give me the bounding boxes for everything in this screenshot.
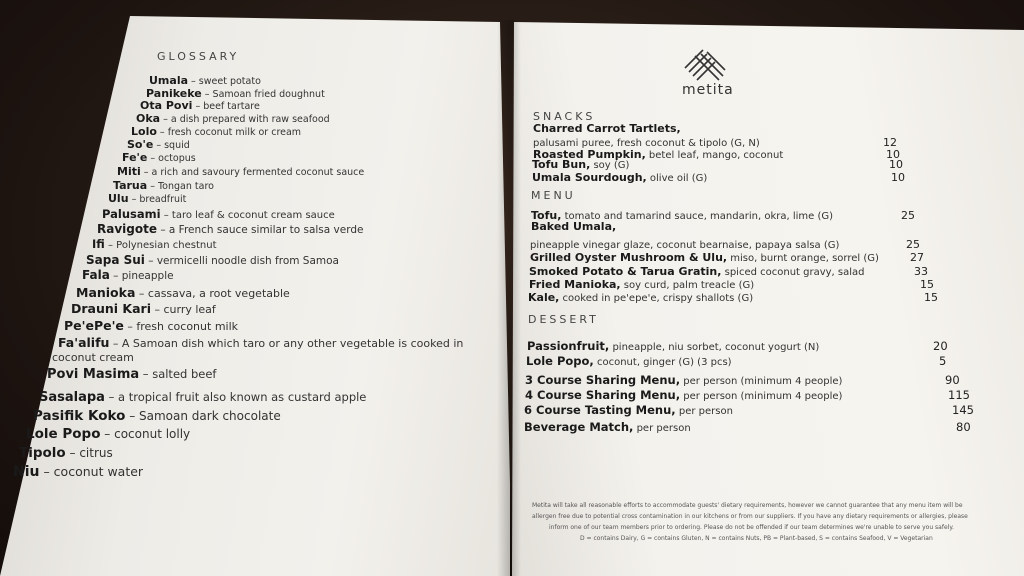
item-description: per person bbox=[633, 423, 691, 434]
item-price: 27 bbox=[910, 251, 924, 264]
menu-item bbox=[531, 220, 616, 233]
glossary-item bbox=[108, 192, 186, 205]
glossary-definition: – Polynesian chestnut bbox=[104, 240, 217, 251]
glossary-term: Umala bbox=[149, 74, 189, 87]
footer-line: D = contains Dairy, G = contains Gluten, N = contains Nuts, PB = Plant-based, S = contains Seafood, V = Vegetarian bbox=[580, 535, 933, 542]
item-description: soy curd, palm treacle (G) bbox=[620, 280, 755, 291]
glossary-definition: – curry leaf bbox=[150, 303, 216, 316]
sets-item bbox=[525, 373, 842, 387]
snacks-item bbox=[532, 171, 707, 184]
item-price: 20 bbox=[933, 339, 948, 353]
item-price: 5 bbox=[939, 354, 947, 368]
item-description: spiced coconut gravy, salad bbox=[721, 267, 865, 278]
item-price: 33 bbox=[914, 265, 928, 278]
glossary-term: Fala bbox=[82, 268, 110, 282]
glossary-term: Oka bbox=[136, 112, 161, 125]
item-name: Tofu, bbox=[531, 209, 562, 222]
glossary-term: Panikeke bbox=[146, 87, 202, 100]
glossary-definition: – sweet potato bbox=[188, 76, 261, 87]
glossary-term: So'e bbox=[127, 138, 154, 151]
glossary-definition: – octopus bbox=[147, 153, 196, 164]
glossary-term: Niu bbox=[13, 464, 40, 480]
glossary-definition: – vermicelli noodle dish from Samoa bbox=[144, 255, 339, 267]
glossary-definition: – salted beef bbox=[139, 367, 217, 381]
item-name: Passionfruit, bbox=[527, 339, 610, 353]
item-name: Roasted Pumpkin, bbox=[533, 148, 646, 161]
dessert-heading: DESSERT bbox=[528, 313, 599, 326]
item-description: pineapple vinegar glaze, coconut bearnaise, papaya salsa (G) bbox=[530, 240, 840, 251]
glossary-term: Ota Povi bbox=[140, 99, 193, 112]
glossary-item bbox=[71, 301, 216, 316]
glossary-definition: – A Samoan dish which taro or any other vegetable is cooked in bbox=[109, 337, 464, 350]
item-name: Umala Sourdough, bbox=[532, 171, 647, 184]
menu-item bbox=[530, 251, 879, 264]
glossary-item bbox=[58, 335, 463, 350]
item-description: per person (minimum 4 people) bbox=[680, 376, 843, 387]
glossary-term: Palusami bbox=[102, 207, 161, 221]
item-description: coconut, ginger (G) (3 pcs) bbox=[593, 357, 732, 368]
item-price: 25 bbox=[906, 238, 920, 251]
glossary-definition: – Tongan taro bbox=[147, 181, 214, 192]
item-description: soy (G) bbox=[590, 160, 630, 171]
glossary-item bbox=[117, 165, 364, 178]
sets-item bbox=[524, 420, 691, 434]
glossary-definition: – squid bbox=[153, 140, 190, 151]
item-price: 15 bbox=[920, 278, 934, 291]
item-price: 115 bbox=[948, 388, 970, 402]
glossary-item bbox=[82, 268, 174, 282]
item-name: Smoked Potato & Tarua Gratin, bbox=[529, 265, 722, 278]
item-name: Fried Manioka, bbox=[529, 278, 621, 291]
snacks-heading: SNACKS bbox=[533, 110, 596, 123]
item-name: Beverage Match, bbox=[524, 420, 634, 434]
brand-name: metita bbox=[682, 82, 734, 98]
glossary-item bbox=[140, 99, 260, 112]
item-description: betel leaf, mango, coconut bbox=[645, 150, 784, 161]
glossary-item bbox=[47, 367, 216, 382]
glossary-term: Tarua bbox=[113, 179, 148, 192]
glossary-heading: GLOSSARY bbox=[157, 50, 240, 63]
item-price: 145 bbox=[952, 403, 974, 417]
glossary-term: Lole Popo bbox=[26, 426, 101, 442]
glossary-definition-continuation: coconut cream bbox=[52, 351, 134, 364]
glossary-item bbox=[136, 112, 330, 125]
glossary-definition: – pineapple bbox=[109, 270, 174, 282]
menu-spine bbox=[497, 20, 521, 576]
glossary-definition: – a tropical fruit also known as custard apple bbox=[104, 390, 367, 404]
glossary-item bbox=[149, 74, 261, 87]
glossary-term: Pe'ePe'e bbox=[64, 318, 124, 333]
glossary-item bbox=[97, 222, 363, 236]
glossary-definition: – breadfruit bbox=[128, 194, 187, 205]
snacks-item bbox=[533, 122, 681, 135]
item-price: 10 bbox=[889, 158, 903, 171]
item-price: 12 bbox=[883, 136, 897, 149]
glossary-term: Sasalapa bbox=[39, 390, 105, 405]
glossary-item bbox=[86, 253, 339, 267]
glossary-item bbox=[127, 138, 190, 151]
glossary-definition: – a rich and savoury fermented coconut sauce bbox=[140, 167, 365, 178]
glossary-item bbox=[13, 464, 143, 480]
metita-logo-icon bbox=[683, 48, 727, 82]
item-name: Charred Carrot Tartlets, bbox=[533, 122, 681, 135]
footer-line: Metita will take all reasonable efforts to accommodate guests' dietary requirements, however we cannot guarantee that any menu item will be bbox=[532, 502, 963, 509]
glossary-definition: – beef tartare bbox=[192, 101, 260, 112]
item-description: palusami puree, fresh coconut & tipolo (G, N) bbox=[533, 138, 760, 149]
glossary-term: Drauni Kari bbox=[71, 301, 151, 316]
glossary-term: Lolo bbox=[131, 125, 157, 138]
footer-line: inform one of our team members prior to ordering. Please do not be offended if our team determines we're unable to serve you safely. bbox=[549, 524, 954, 531]
glossary-definition: – a dish prepared with raw seafood bbox=[160, 114, 330, 125]
glossary-definition: – Samoan dark chocolate bbox=[125, 409, 281, 423]
glossary-term: Sapa Sui bbox=[86, 253, 145, 267]
item-name: Lole Popo, bbox=[526, 354, 594, 368]
glossary-item bbox=[92, 237, 217, 251]
menu-item bbox=[528, 291, 753, 304]
glossary-item bbox=[64, 318, 238, 333]
item-name: 6 Course Tasting Menu, bbox=[524, 403, 676, 417]
sets-item bbox=[525, 388, 842, 402]
item-name: Baked Umala, bbox=[531, 220, 617, 233]
glossary-term: Manioka bbox=[76, 285, 136, 300]
menu-item bbox=[529, 265, 865, 278]
glossary-term: Povi Masima bbox=[47, 367, 140, 382]
glossary-item bbox=[26, 426, 190, 442]
glossary-item bbox=[102, 207, 335, 221]
menu-item bbox=[530, 238, 839, 251]
glossary-term: Ulu bbox=[108, 192, 129, 205]
glossary-term: Fa'alifu bbox=[58, 335, 110, 350]
menu-item bbox=[529, 278, 754, 291]
glossary-item bbox=[122, 151, 196, 164]
item-price: 10 bbox=[891, 171, 905, 184]
glossary-term: Miti bbox=[117, 165, 141, 178]
item-description: per person bbox=[675, 406, 733, 417]
item-description: miso, burnt orange, sorrel (G) bbox=[727, 253, 879, 264]
glossary-definition: – citrus bbox=[65, 446, 113, 460]
dessert-item bbox=[527, 339, 819, 353]
glossary-item bbox=[76, 285, 290, 300]
item-price: 10 bbox=[886, 148, 900, 161]
item-description: tomato and tamarind sauce, mandarin, okra, lime (G) bbox=[561, 211, 834, 222]
glossary-item bbox=[33, 408, 281, 424]
item-description: olive oil (G) bbox=[646, 173, 708, 184]
glossary-definition: – coconut lolly bbox=[100, 427, 191, 441]
glossary-item bbox=[113, 179, 214, 192]
menu-heading: MENU bbox=[531, 189, 576, 202]
glossary-term: Fe'e bbox=[122, 151, 148, 164]
item-description: per person (minimum 4 people) bbox=[680, 391, 843, 402]
sets-item bbox=[524, 403, 733, 417]
glossary-term: Ifi bbox=[92, 237, 105, 251]
item-name: 4 Course Sharing Menu, bbox=[525, 388, 681, 402]
item-name: Kale, bbox=[528, 291, 560, 304]
item-description: cooked in pe'epe'e, crispy shallots (G) bbox=[559, 293, 754, 304]
glossary-item bbox=[39, 390, 366, 405]
item-price: 15 bbox=[924, 291, 938, 304]
glossary-term: Tipolo bbox=[19, 445, 66, 461]
glossary-item bbox=[131, 125, 301, 138]
item-name: Tofu Bun, bbox=[532, 158, 591, 171]
glossary-definition: – cassava, a root vegetable bbox=[135, 287, 290, 300]
glossary-definition: – taro leaf & coconut cream sauce bbox=[160, 210, 335, 221]
snacks-item bbox=[532, 158, 629, 171]
glossary-definition: – coconut water bbox=[39, 464, 144, 479]
item-name: Grilled Oyster Mushroom & Ulu, bbox=[530, 251, 728, 264]
glossary-item bbox=[19, 445, 113, 461]
glossary-term: Pasifik Koko bbox=[33, 408, 126, 424]
item-price: 25 bbox=[901, 209, 915, 222]
glossary-term: Ravigote bbox=[97, 222, 157, 236]
glossary-definition: – Samoan fried doughnut bbox=[201, 89, 325, 100]
glossary-definition: – fresh coconut milk bbox=[123, 320, 239, 333]
item-description: pineapple, niu sorbet, coconut yogurt (N) bbox=[609, 342, 820, 353]
item-name: 3 Course Sharing Menu, bbox=[525, 373, 681, 387]
glossary-definition: – fresh coconut milk or cream bbox=[156, 127, 302, 138]
dessert-item bbox=[526, 354, 732, 368]
footer-line: allergen free due to potential cross contamination in our kitchens or from our suppliers. If you have any dietary requirements or allergies, please bbox=[532, 513, 968, 520]
glossary-definition: – a French sauce similar to salsa verde bbox=[156, 224, 364, 236]
item-price: 90 bbox=[945, 373, 960, 387]
item-price: 80 bbox=[956, 420, 971, 434]
